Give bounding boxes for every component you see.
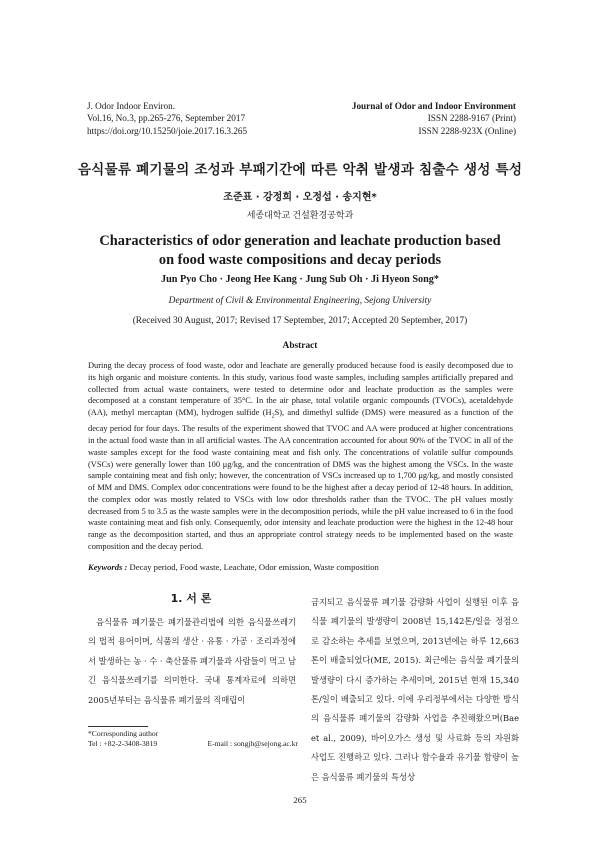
abstract-text-part-2: ), and dimethyl sulfide (DMS) were measured as a function of the decay period for four days. The results of the experiment showed that TVOC and AA were produced at higher concentrations in the actual food waste than in all artificial wastes. The AA concentration accounted for about 90% of the TVOC in all of the waste samples except for the food waste containing meat and fish only. The concentrations of volatile sulfur compounds (VSCs) were generally lower than 100 μg/kg, and the concentration of DMS was the highest among the VSCs. In the waste sample containing meat and fish only; however, the concentration of VSCs increased up to 1,700 μg/kg, and mostly consisted of MM and DMS. Complex odor concentrations were found to be the highest after a decay period of 12-48 hours. In addition, the complex odor was mostly related to VSCs with low odor thresholds rather than the TVOC. The pH values mostly decreased from 5 to 3.5 as the waste samples were in the decomposition periods, while the pH value increased to 6 in the food waste containing meat and fish only. Consequently, odor intensity and leachate production were the highest in the 12-48 hour range as the decomposition started, and thus an appropriate control strategy needs to be implemented based on the waste composition and the decay period. [88,408,513,551]
keywords-list: Decay period, Food waste, Leachate, Odor emission, Waste composition [129,562,379,572]
keywords-line [88,562,518,572]
english-authors: Jun Pyo Cho · Jeong Hee Kang · Jung Sub Oh · Ji Hyeon Song* [161,274,439,285]
issn-online: ISSN 2288-923X (Online) [418,125,516,136]
received-dates: (Received 30 August, 2017; Revised 17 September, 2017; Accepted 20 September, 2017) [132,316,468,326]
english-title-line-2: on food waste compositions and decay periods [158,251,442,268]
abstract-paragraph [88,360,513,553]
h2s-subscript: 2 [271,413,275,420]
abstract-heading: Abstract [282,341,318,351]
volume-line: Vol.16, No.3, pp.265-276, September 2017 [87,113,246,124]
abstract-text-part-1: During the decay process of food waste, odor and leachate are generally produced because food is easily decomposed due to its high organic and moisture contents. In this study, various food waste samples, including samples artificially prepared and collected from actual waste containers, were tested to determine odor and leachate production as the samples were decomposed at a constant temperature of 35°C. In the air phase, total volatile organic compounds (TVOCs), acetaldehyde (AA), methyl mercaptan (MM), hydrogen sulfide ( [88,361,513,417]
h2s-h: H [265,408,272,417]
intro-paragraph-left: 음식물류 폐기물은 폐기물관리법에 의한 음식물쓰레기의 법적 용어이며, 식품의 생산 · 유통 · 가공 · 조리과정에서 발생하는 농 · 수 · 축산물류 폐기물과 사람들이 먹고 남긴 음식물쓰레기를 의미한다. 국내 통계자료에 의하면 2005년부터는 음식물류 폐기물의 직매립이 [88,617,296,705]
footnote [88,729,298,749]
footnote-divider [88,726,148,727]
email-link[interactable]: E-mail : songjh@sejong.ac.kr [207,739,298,748]
intro-paragraph-right: 금지되고 음식물류 폐기물 감량화 사업이 실행된 이후 음식물 폐기물의 발생량이 2008년 15,142톤/일을 정점으로 감소하는 추세를 보였으며, 2013년에는 하루 12,663톤이 배출되었다(ME, 2015). 최근에는 음식물 폐기물의 발생량이 다시 증가하는 추세이며, 2015년 현재 15,340톤/일이 배출되고 있다. 이에 우리정부에서는 다양한 방식의 음식물류 폐기물의 감량화 사업을 추진해왔으며(Bae et al., 2009), 바이오가스 생성 및 사료화 등의 자원화 사업도 진행하고 있다. 그러나 함수율과 유기물 함량이 높은 음식물류 폐기물의 특성상 [311,597,519,782]
korean-affiliation: 세종대학교 건설환경공학과 [246,210,354,220]
contact-row [88,739,298,749]
keywords-label: Keywords : [88,562,128,572]
english-title-line-1: Characteristics of odor generation and leachate production based [99,233,501,249]
section-heading-introduction: 1. 서 론 [170,592,212,605]
korean-authors: 조준표 · 강정희 · 오정섭 · 송지현* [223,192,377,203]
body-column-left [88,613,296,710]
journal-short-name: J. Odor Indoor Environ. [87,101,176,111]
english-title [0,232,600,269]
telephone: Tel : +82-2-3408-3819 [88,739,158,748]
journal-header-left [87,100,247,137]
journal-header-right [352,100,516,137]
english-affiliation: Department of Civil & Environmental Engineering, Sejong University [168,296,432,306]
journal-full-name: Journal of Odor and Indoor Environment [351,101,516,111]
doi-link[interactable]: https://doi.org/10.15250/joie.2017.16.3.265 [87,125,248,136]
h2s-s: S [274,408,280,417]
issn-print: ISSN 2288-9167 (Print) [427,113,516,124]
corresponding-author-note: *Corresponding author [88,729,159,738]
abstract-body [88,360,513,553]
korean-title: 음식물류 폐기물의 조성과 부패기간에 따른 악취 발생과 침출수 생성 특성 [77,162,523,178]
body-column-right [311,593,519,787]
page-number: 265 [293,795,307,805]
